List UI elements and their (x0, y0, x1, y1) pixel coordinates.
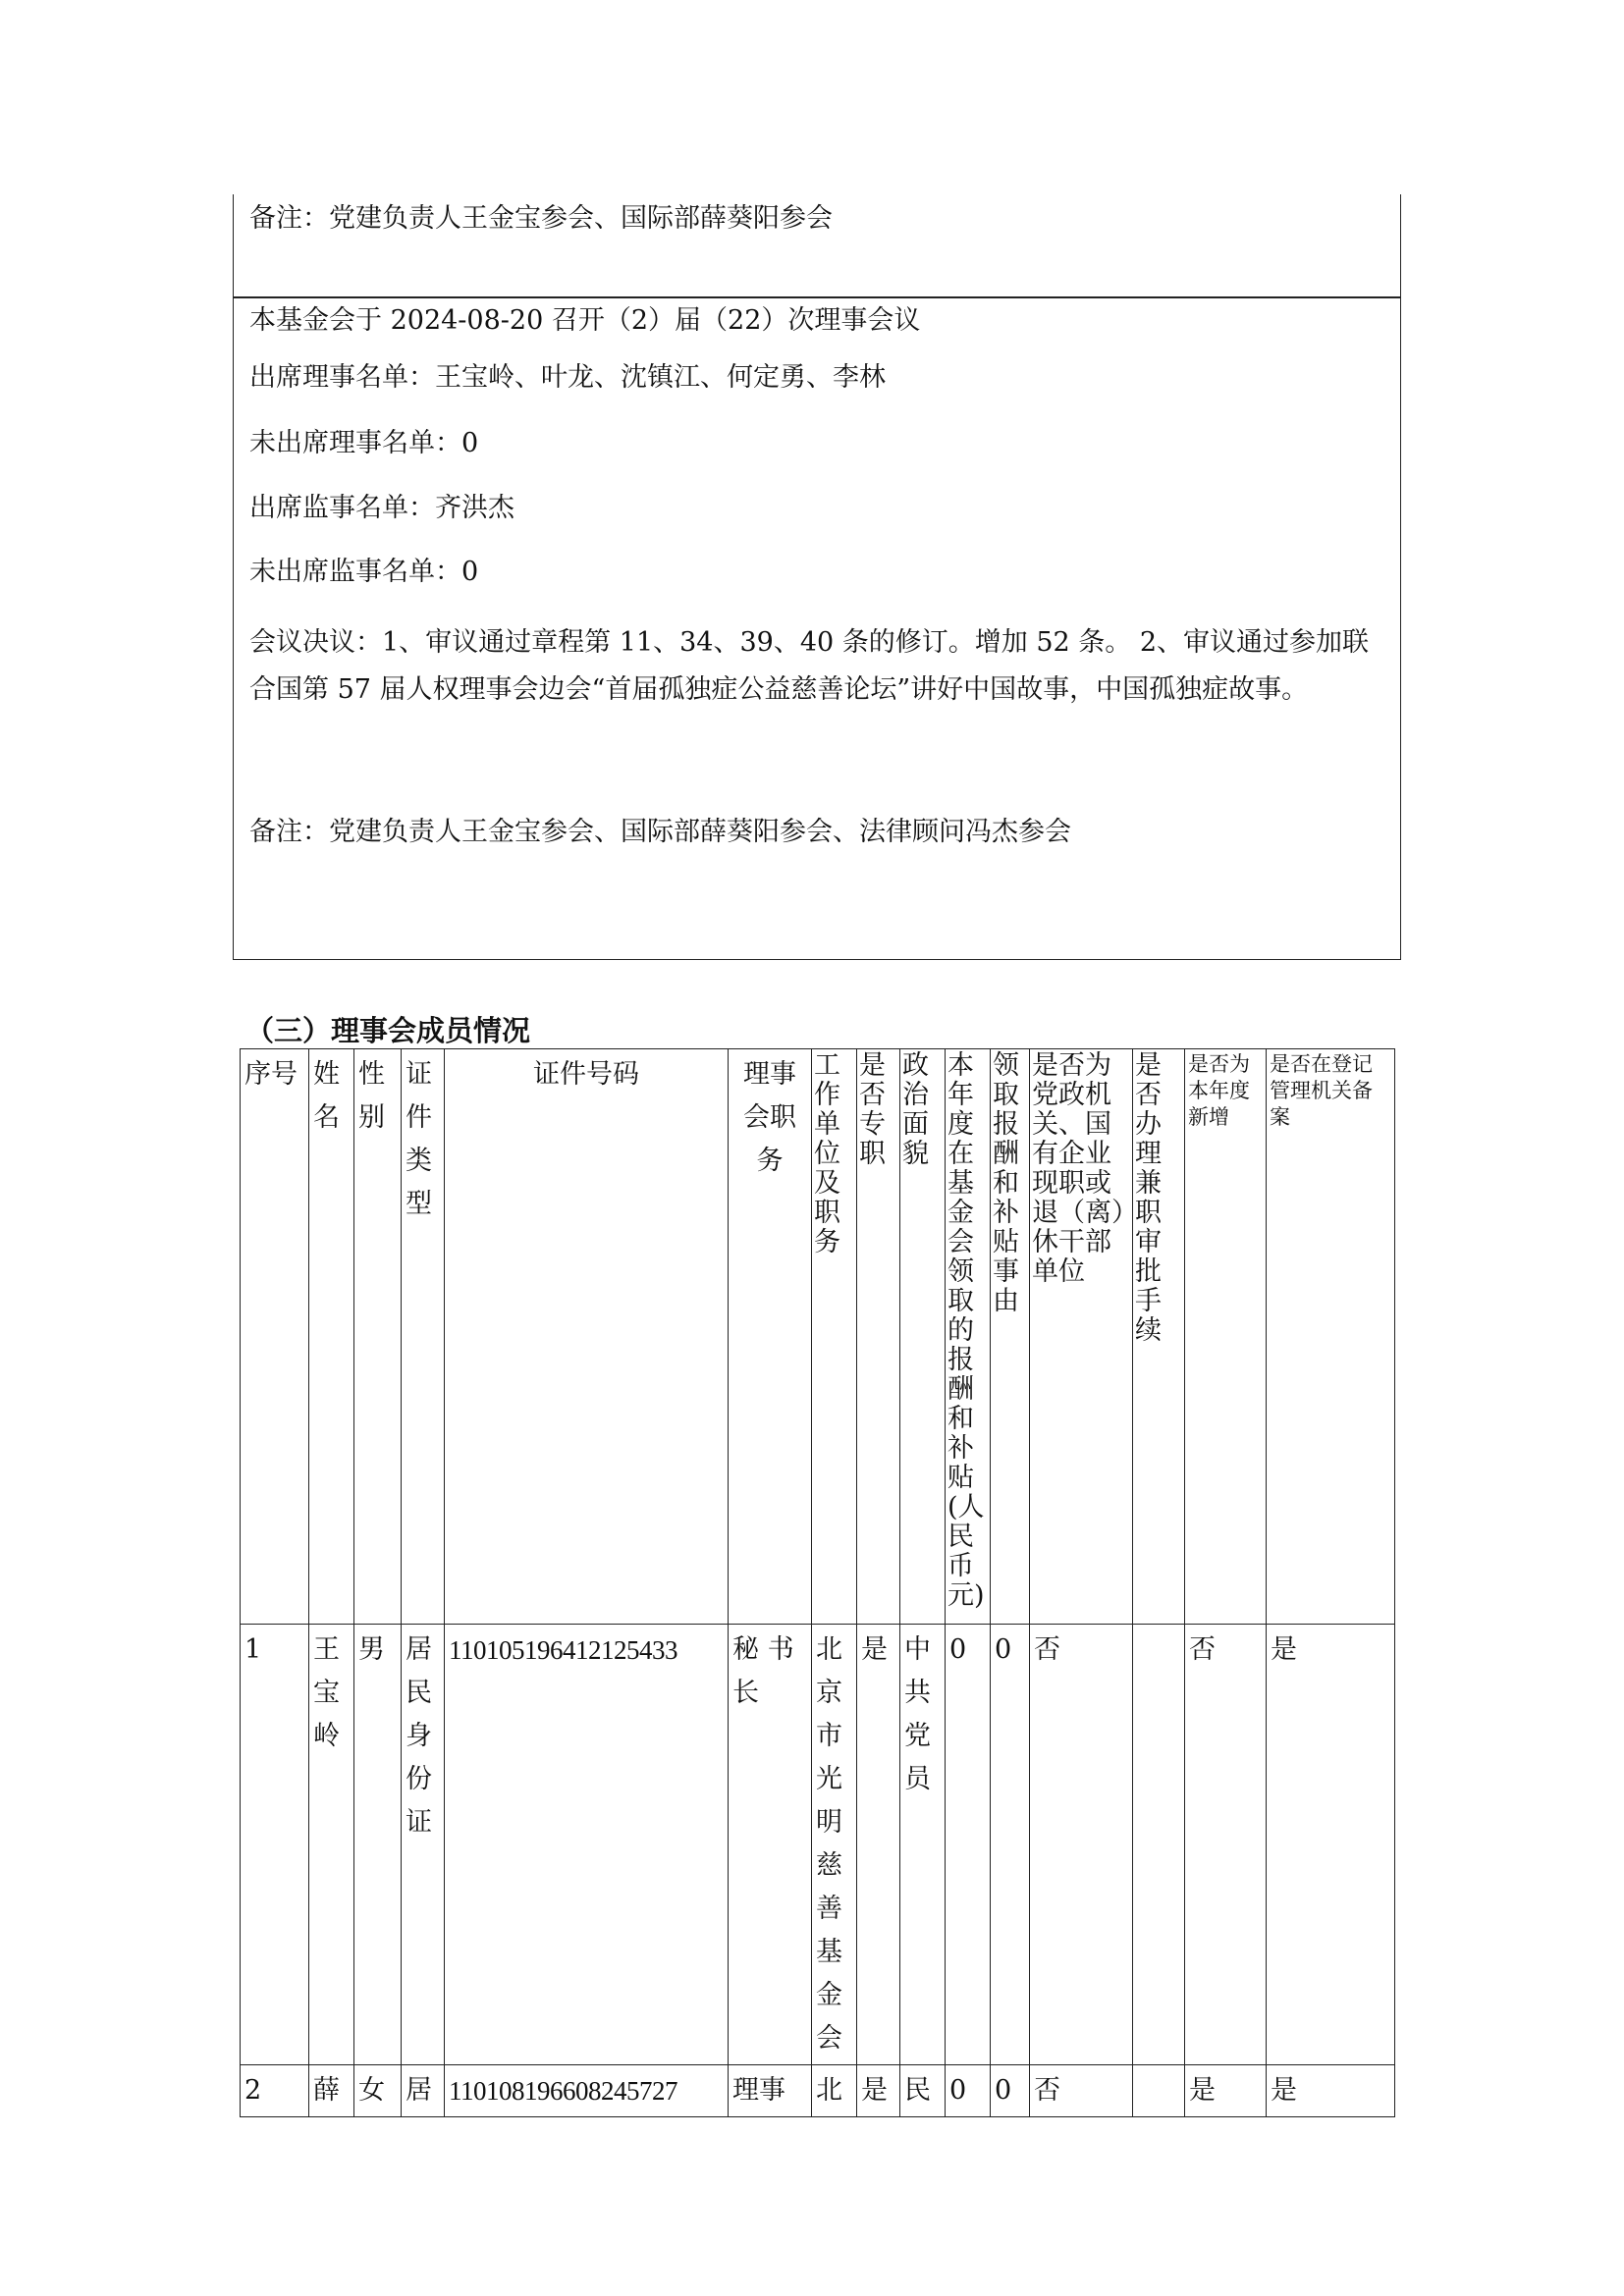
meeting-remark: 备注：党建负责人王金宝参会、国际部薛葵阳参会、法律顾问冯杰参会 (249, 817, 1071, 847)
cell-name: 王宝岭 (309, 1625, 354, 2065)
table-row (241, 1625, 1395, 2065)
cell-registered: 是 (1267, 1625, 1395, 2065)
attending-supervisors: 出席监事名单：齐洪杰 (249, 493, 514, 523)
header-party-official: 是否为党政机关、国有企业现职或退（离）休干部单位 (1030, 1049, 1133, 1625)
header-full-time: 是否专职 (857, 1049, 900, 1625)
cell-party-official: 否 (1030, 1625, 1133, 2065)
table-header-row (241, 1049, 1395, 1625)
absent-supervisors: 未出席监事名单：0 (249, 557, 479, 587)
cell-board-position: 秘 书长 (729, 1625, 812, 2065)
section-title: （三）理事会成员情况 (245, 1014, 531, 1047)
header-pay-reason: 领取报酬和补贴事由 (991, 1049, 1030, 1625)
cell-political: 民 (900, 2065, 946, 2117)
cell-full-time: 是 (857, 2065, 900, 2117)
cell-work-unit: 北 (812, 2065, 857, 2117)
cell-work-unit: 北京市光明慈善基金会 (812, 1625, 857, 2065)
header-pay-amount: 本年度在基金会领取的报酬和补贴(人民币元) (946, 1049, 991, 1625)
header-name: 姓名 (309, 1049, 354, 1625)
meeting-title: 本基金会于 2024-08-20 召开（2）届（22）次理事会议 (249, 305, 921, 336)
previous-meeting-box (233, 194, 1401, 298)
cell-seq: 1 (241, 1625, 309, 2065)
cell-pay-reason: 0 (991, 1625, 1030, 2065)
cell-name: 薛 (309, 2065, 354, 2117)
cell-concurrent-approval (1133, 1625, 1185, 2065)
cell-gender: 男 (354, 1625, 402, 2065)
cell-party-official: 否 (1030, 2065, 1133, 2117)
cell-id-number: 110105196412125433 (445, 1625, 729, 2065)
header-concurrent-approval: 是否办理兼职审批手续 (1133, 1049, 1185, 1625)
cell-pay-reason: 0 (991, 2065, 1030, 2117)
cell-id-type: 居民身份证 (402, 1625, 445, 2065)
cell-political: 中共党员 (900, 1625, 946, 2065)
cell-concurrent-approval (1133, 2065, 1185, 2117)
table-row (241, 2065, 1395, 2117)
cell-pay-amount: 0 (946, 2065, 991, 2117)
cell-full-time: 是 (857, 1625, 900, 2065)
header-new-this-year: 是否为本年度新增 (1185, 1049, 1267, 1625)
cell-registered: 是 (1267, 2065, 1395, 2117)
attending-directors: 出席理事名单：王宝岭、叶龙、沈镇江、何定勇、李林 (249, 362, 886, 393)
cell-id-number: 110108196608245727 (445, 2065, 729, 2117)
header-board-position: 理事会职务 (729, 1049, 812, 1625)
meeting-box (233, 296, 1401, 960)
cell-gender: 女 (354, 2065, 402, 2117)
board-members-table (240, 1048, 1395, 2117)
cell-new-this-year: 是 (1185, 2065, 1267, 2117)
absent-directors: 未出席理事名单：0 (249, 428, 479, 458)
header-seq: 序号 (241, 1049, 309, 1625)
header-registered: 是否在登记管理机关备案 (1267, 1049, 1395, 1625)
meeting-resolution: 会议决议：1、审议通过章程第 11、34、39、40 条的修订。增加 52 条。 2、审议通过参加联合国第 57 届人权理事会边会“首届孤独症公益慈善论坛”讲好中国故事，中国孤独症故事。 (249, 627, 1370, 705)
cell-seq: 2 (241, 2065, 309, 2117)
previous-meeting-remark: 备注：党建负责人王金宝参会、国际部薛葵阳参会 (249, 203, 833, 234)
header-political: 政治面貌 (900, 1049, 946, 1625)
header-id-number: 证件号码 (445, 1049, 729, 1625)
cell-id-type: 居 (402, 2065, 445, 2117)
cell-new-this-year: 否 (1185, 1625, 1267, 2065)
header-work-unit: 工作单位及职务 (812, 1049, 857, 1625)
cell-pay-amount: 0 (946, 1625, 991, 2065)
cell-board-position: 理事 (729, 2065, 812, 2117)
header-gender: 性别 (354, 1049, 402, 1625)
header-id-type: 证件类型 (402, 1049, 445, 1625)
